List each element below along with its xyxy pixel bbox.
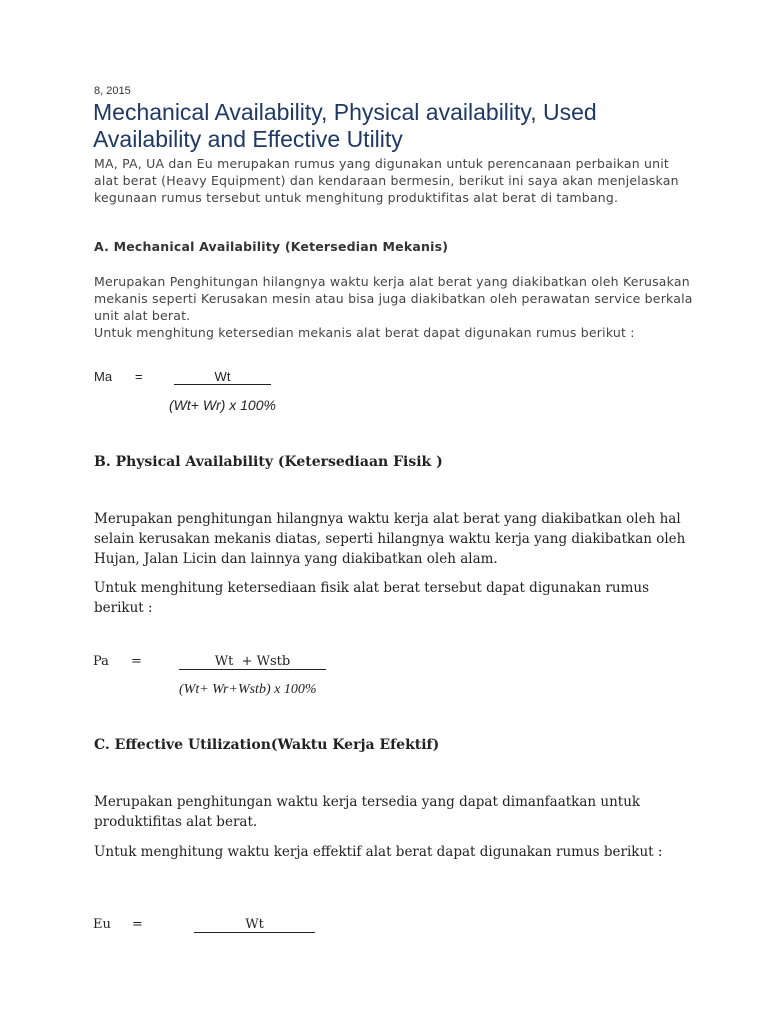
section-a-text-2: Untuk menghitung ketersedian mekanis alat berat dapat digunakan rumus berikut : — [94, 325, 635, 340]
page-title: Mechanical Availability, Physical availability, Used Availability and Effective Utility — [93, 99, 597, 152]
formula-ma-numerator: Wt — [174, 369, 271, 385]
formula-ma-equals: = — [135, 369, 143, 384]
section-c-paragraph-2: Untuk menghitung waktu kerja effektif alat berat dapat digunakan rumus berikut : — [94, 844, 663, 860]
section-b-heading: B. Physical Availability (Ketersediaan Fisik ) — [94, 454, 443, 470]
formula-ma-label: Ma — [94, 369, 113, 384]
formula-eu-numerator: Wt — [194, 917, 315, 933]
formula-eu-equals: = — [132, 917, 143, 932]
section-c-paragraph: Merupakan penghitungan waktu kerja tersedia yang dapat dimanfaatkan untuk produktifitas alat berat. — [94, 794, 641, 830]
formula-eu-label: Eu — [93, 917, 111, 932]
section-a-heading: A. Mechanical Availability (Ketersedian Mekanis) — [94, 239, 449, 254]
formula-pa-numerator: Wt + Wstb — [179, 654, 326, 670]
section-a-text: Merupakan Penghitungan hilangnya waktu kerja alat berat yang diakibatkan oleh Kerusakan mekanis seperti Kerusakan mesin atau bisa juga diakibatkan oleh perawatan service berkala unit alat berat. — [94, 274, 693, 323]
section-a-paragraph — [94, 273, 694, 341]
section-c-heading: C. Effective Utilization(Waktu Kerja Efektif) — [94, 737, 440, 753]
post-date: 8, 2015 — [94, 85, 131, 97]
intro-paragraph: MA, PA, UA dan Eu merupakan rumus yang digunakan untuk perencanaan perbaikan unit alat berat (Heavy Equipment) dan kendaraan bermesin, berikut ini saya akan menjelaskan kegunaan rumus tersebut untuk menghitung produktifitas alat berat di tambang. — [94, 156, 679, 205]
formula-pa-denominator: (Wt+ Wr+Wstb) x 100% — [179, 682, 317, 697]
formula-ma-denominator: (Wt+ Wr) x 100% — [169, 397, 276, 413]
section-b-paragraph-2: Untuk menghitung ketersediaan fisik alat berat tersebut dapat digunakan rumus berikut : — [94, 580, 650, 616]
section-b-paragraph: Merupakan penghitungan hilangnya waktu kerja alat berat yang diakibatkan oleh hal selain kerusakan mekanis diatas, seperti hilangnya waktu kerja yang diakibatkan oleh Hujan, Jalan Licin dan lainnya yang diakibatkan oleh alam. — [94, 511, 686, 567]
formula-pa-equals: = — [131, 654, 142, 669]
formula-pa-label: Pa — [93, 654, 109, 669]
